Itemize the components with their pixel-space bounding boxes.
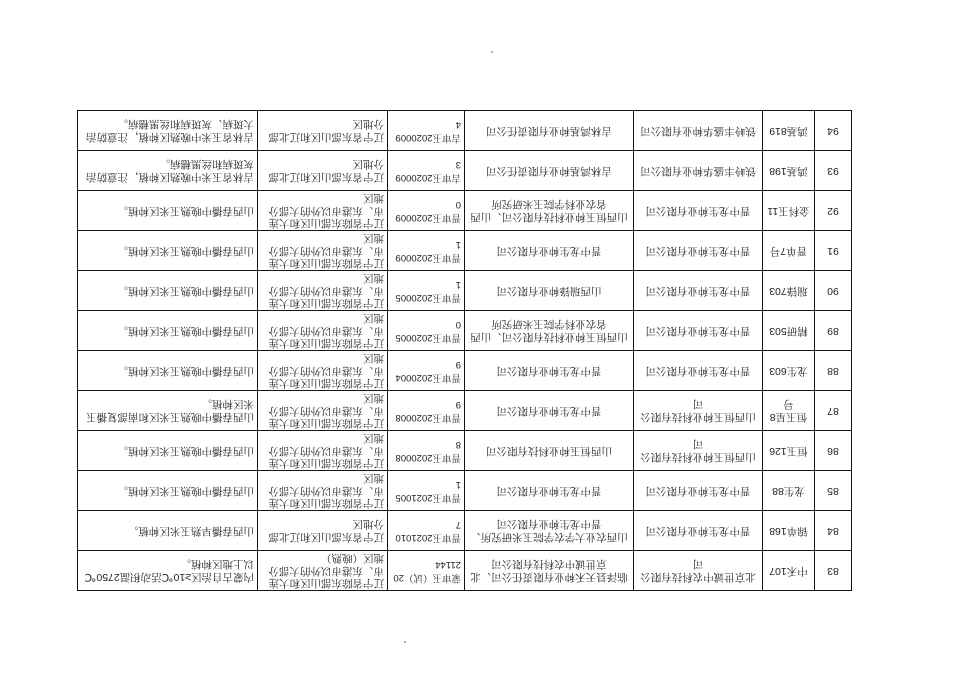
cell-applicant: 铁岭丰盛华种业有限公司 — [634, 111, 763, 151]
cell-applicant: 晋中龙生种业有限公司 — [634, 351, 763, 391]
cell-number: 90 — [815, 271, 852, 311]
cell-approval-number: 晋审玉20200050 — [388, 311, 465, 351]
cell-notes: 吉林省玉米中晚熟区种植，注意防治大斑病、灰斑病和丝黑穗病。 — [78, 111, 258, 151]
cell-number: 88 — [815, 351, 852, 391]
cell-notes: 山西春播中晚熟玉米区种植。 — [78, 311, 258, 351]
cell-notes: 山西春播中晚熟玉米区种植。 — [78, 351, 258, 391]
cell-approval-number: 吉审玉20200093 — [388, 151, 465, 191]
cell-notes: 山西春播中晚熟玉米区种植。 — [78, 191, 258, 231]
cell-number: 89 — [815, 311, 852, 351]
cell-suitable-area: 辽宁省除东部山区和大连市、东港市以外的大部分地区（晚熟） — [258, 551, 388, 591]
scan-speck — [491, 51, 493, 53]
cell-breeder: 山西瑞锋种业有限公司 — [465, 271, 634, 311]
cell-variety: 晋单7号 — [763, 231, 815, 271]
cell-variety: 金科玉11 — [763, 191, 815, 231]
cell-notes: 吉林省玉米中晚熟区种植，注意防治灰斑病和丝黑穗病。 — [78, 151, 258, 191]
cell-variety: 瑞锋703 — [763, 271, 815, 311]
cell-number: 93 — [815, 151, 852, 191]
cell-applicant: 山西恒玉种业科技有限公司 — [634, 391, 763, 431]
table-row — [78, 551, 852, 591]
cell-notes: 山西春播早熟玉米区种植。 — [78, 511, 258, 551]
cell-variety: 龙生603 — [763, 351, 815, 391]
table-row — [78, 511, 852, 551]
cell-breeder: 吉林鸿基种业有限责任公司 — [465, 111, 634, 151]
cell-suitable-area: 辽宁省除东部山区和大连市、东港市以外的大部分地区 — [258, 231, 388, 271]
cell-applicant: 晋中龙生种业有限公司 — [634, 511, 763, 551]
cell-number: 92 — [815, 191, 852, 231]
cell-suitable-area: 辽宁省东部山区和辽北部分地区 — [258, 111, 388, 151]
cell-variety: 恒玉126 — [763, 431, 815, 471]
table-row — [78, 431, 852, 471]
cell-applicant: 山西恒玉种业科技有限公司 — [634, 431, 763, 471]
cell-suitable-area: 辽宁省除东部山区和大连市、东港市以外的大部分地区 — [258, 191, 388, 231]
cell-breeder: 山西恒玉种业科技有限公司 — [465, 431, 634, 471]
cell-approval-number: 晋审玉20200090 — [388, 191, 465, 231]
table-row — [78, 311, 852, 351]
cell-number: 86 — [815, 431, 852, 471]
table-row — [78, 351, 852, 391]
cell-approval-number: 蒙审玉（试）2021144 — [388, 551, 465, 591]
scan-speck — [404, 641, 406, 643]
table-row — [78, 391, 852, 431]
cell-suitable-area: 辽宁省除东部山区和大连市、东港市以外的大部分地区 — [258, 311, 388, 351]
cell-variety: 龙生88 — [763, 471, 815, 511]
cell-applicant: 晋中龙生种业有限公司 — [634, 191, 763, 231]
cell-applicant: 晋中龙生种业有限公司 — [634, 471, 763, 511]
cell-suitable-area: 辽宁省除东部山区和大连市、东港市以外的大部分地区 — [258, 271, 388, 311]
cell-number: 84 — [815, 511, 852, 551]
cell-applicant: 晋中龙生种业有限公司 — [634, 231, 763, 271]
cell-breeder: 临泽县天禾种业有限责任公司、北京世诚中农科技有限公司 — [465, 551, 634, 591]
cell-number: 87 — [815, 391, 852, 431]
cell-breeder: 晋中龙生种业有限公司 — [465, 351, 634, 391]
cell-notes: 山西春播中晚熟玉米区种植。 — [78, 271, 258, 311]
cell-breeder: 晋中龙生种业有限公司 — [465, 391, 634, 431]
cell-approval-number: 晋审玉20200088 — [388, 431, 465, 471]
cell-breeder: 山西恒玉种业科技有限公司、山西省农业科学院玉米研究所 — [465, 191, 634, 231]
cell-approval-number: 吉审玉20200094 — [388, 111, 465, 151]
cell-approval-number: 晋审玉20200051 — [388, 271, 465, 311]
cell-applicant: 铁岭丰盛华种业有限公司 — [634, 151, 763, 191]
cell-approval-number: 晋审玉20200049 — [388, 351, 465, 391]
cell-approval-number: 晋审玉20200091 — [388, 231, 465, 271]
cell-applicant: 晋中龙生种业有限公司 — [634, 311, 763, 351]
table-row — [78, 191, 852, 231]
cell-breeder: 晋中龙生种业有限公司 — [465, 231, 634, 271]
cell-number: 91 — [815, 231, 852, 271]
cell-suitable-area: 辽宁省除东部山区和大连市、东港市以外的大部分地区 — [258, 431, 388, 471]
cell-variety: 恒玉星8号 — [763, 391, 815, 431]
cell-suitable-area: 辽宁省除东部山区和大连市、东港市以外的大部分地区 — [258, 351, 388, 391]
cell-breeder: 晋中龙生种业有限公司 — [465, 471, 634, 511]
cell-approval-number: 晋审玉20210107 — [388, 511, 465, 551]
cell-number: 94 — [815, 111, 852, 151]
cell-suitable-area: 辽宁省东部山区和辽北部分地区 — [258, 151, 388, 191]
cell-breeder: 山西恒玉种业科技有限公司、山西省农业科学院玉米研究所 — [465, 311, 634, 351]
cell-breeder: 山西农业大学农学院玉米研究所、晋中龙生种业有限公司 — [465, 511, 634, 551]
cell-suitable-area: 辽宁省除东部山区和大连市、东港市以外的大部分地区 — [258, 471, 388, 511]
cell-suitable-area: 辽宁省除东部山区和大连市、东港市以外的大部分地区 — [258, 391, 388, 431]
cell-approval-number: 晋审玉20210051 — [388, 471, 465, 511]
variety-table — [77, 110, 852, 591]
table-row — [78, 231, 852, 271]
cell-variety: 精研503 — [763, 311, 815, 351]
table-row — [78, 271, 852, 311]
cell-approval-number: 晋审玉20200089 — [388, 391, 465, 431]
cell-notes: 山西春播中晚熟玉米区种植。 — [78, 471, 258, 511]
table-row — [78, 151, 852, 191]
table-row — [78, 111, 852, 151]
cell-variety: 鸿基198 — [763, 151, 815, 191]
cell-variety: 鸿基819 — [763, 111, 815, 151]
cell-notes: 山西春播中晚熟玉米区种植。 — [78, 231, 258, 271]
cell-notes: 山西春播中晚熟玉米区和南部复播玉米区种植。 — [78, 391, 258, 431]
cell-number: 85 — [815, 471, 852, 511]
cell-applicant: 北京世诚中农科技有限公司 — [634, 551, 763, 591]
cell-notes: 山西春播中晚熟玉米区种植。 — [78, 431, 258, 471]
table-row — [78, 471, 852, 511]
cell-breeder: 吉林鸿基种业有限责任公司 — [465, 151, 634, 191]
cell-variety: 锦单168 — [763, 511, 815, 551]
cell-suitable-area: 辽宁省东部山区和辽北部分地区 — [258, 511, 388, 551]
cell-number: 83 — [815, 551, 852, 591]
cell-notes: 内蒙古自治区≥10℃活动积温2750℃以上地区种植。 — [78, 551, 258, 591]
cell-variety: 中禾107 — [763, 551, 815, 591]
cell-applicant: 晋中龙生种业有限公司 — [634, 271, 763, 311]
